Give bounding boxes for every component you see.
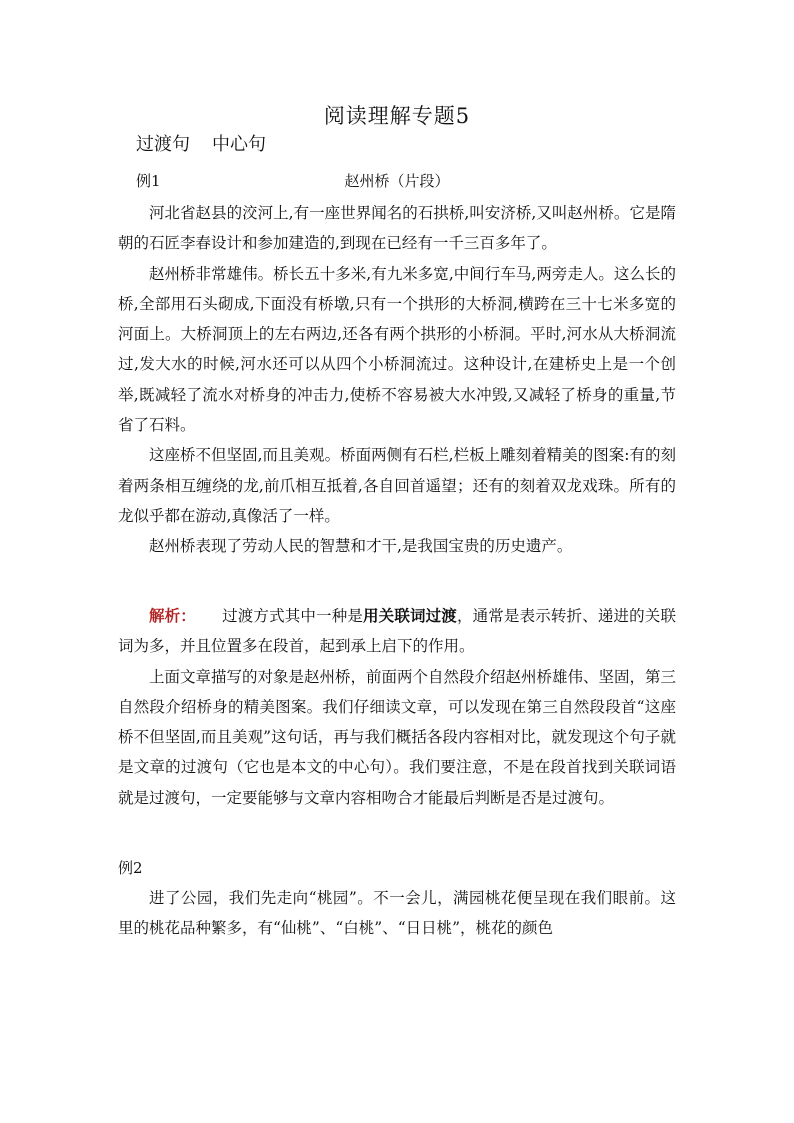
example-1-passage <box>118 198 676 562</box>
document-title: 阅读理解专题5 <box>323 104 471 128</box>
document-subtitle <box>136 130 266 156</box>
passage-paragraph: 进了公园，我们先走向“桃园”。不一会儿，满园桃花便呈现在我们眼前。这里的桃花品种繁多，有“仙桃”、“白桃”、“日日桃”，桃花的颜色 <box>118 889 676 938</box>
analysis-text-post: ，通常是表示转折、递进的关联词为多，并且位置多在段首，起到承上启下的作用。 <box>118 607 676 656</box>
analysis-text-pre: 过渡方式其中一种是 <box>221 607 364 625</box>
subtitle-central-sentence: 中心句 <box>212 134 266 155</box>
analysis-section <box>118 601 676 813</box>
analysis-label: 解析： <box>149 606 196 625</box>
story-title: 赵州桥（片段） <box>344 172 450 190</box>
subtitle-transition-sentence: 过渡句 <box>136 134 190 155</box>
passage-paragraph: 赵州桥表现了劳动人民的智慧和才干,是我国宝贵的历史遗产。 <box>149 537 573 556</box>
passage-paragraph: 河北省赵县的洨河上,有一座世界闻名的石拱桥,叫安济桥,又叫赵州桥。它是隋朝的石匠李春设计和参加建造的,到现在已经有一千三百多年了。 <box>118 204 676 253</box>
example-2-passage <box>118 883 676 944</box>
passage-paragraph: 赵州桥非常雄伟。桥长五十多米,有九米多宽,中间行车马,两旁走人。这么长的桥,全部用石头砌成,下面没有桥墩,只有一个拱形的大桥洞,横跨在三十七米多宽的河面上。大桥洞顶上的左右两边,还各有两个拱形的小桥洞。平时,河水从大桥洞流过,发大水的时候,河水还可以从四个小桥洞流过。这种设计,在建桥史上是一个创举,既减轻了流水对桥身的冲击力,使桥不容易被大水冲毁,又减轻了桥身的重量,节省了石料。 <box>118 264 676 435</box>
example-1-label: 例1 <box>136 172 161 190</box>
analysis-paragraph-2: 上面文章描写的对象是赵州桥，前面两个自然段介绍赵州桥雄伟、坚固，第三自然段介绍桥身的精美图案。我们仔细读文章，可以发现在第三自然段段首“这座桥不但坚固,而且美观”这句话，再与我们概括各段内容相对比，就发现这个句子就是文章的过渡句（它也是本文的中心句）。我们要注意，不是在段首找到关联词语就是过渡句，一定要能够与文章内容相吻合才能最后判断是否是过渡句。 <box>118 667 677 807</box>
passage-paragraph: 这座桥不但坚固,而且美观。桥面两侧有石栏,栏板上雕刻着精美的图案:有的刻着两条相互缠绕的龙,前爪相互抵着,各自回首遥望；还有的刻着双龙戏珠。所有的龙似乎都在游动,真像活了一样。 <box>118 446 676 525</box>
analysis-emphasis: 用关联词过渡 <box>363 606 457 625</box>
example-2-label: 例2 <box>118 859 143 877</box>
analysis-paragraph-1 <box>118 601 676 662</box>
